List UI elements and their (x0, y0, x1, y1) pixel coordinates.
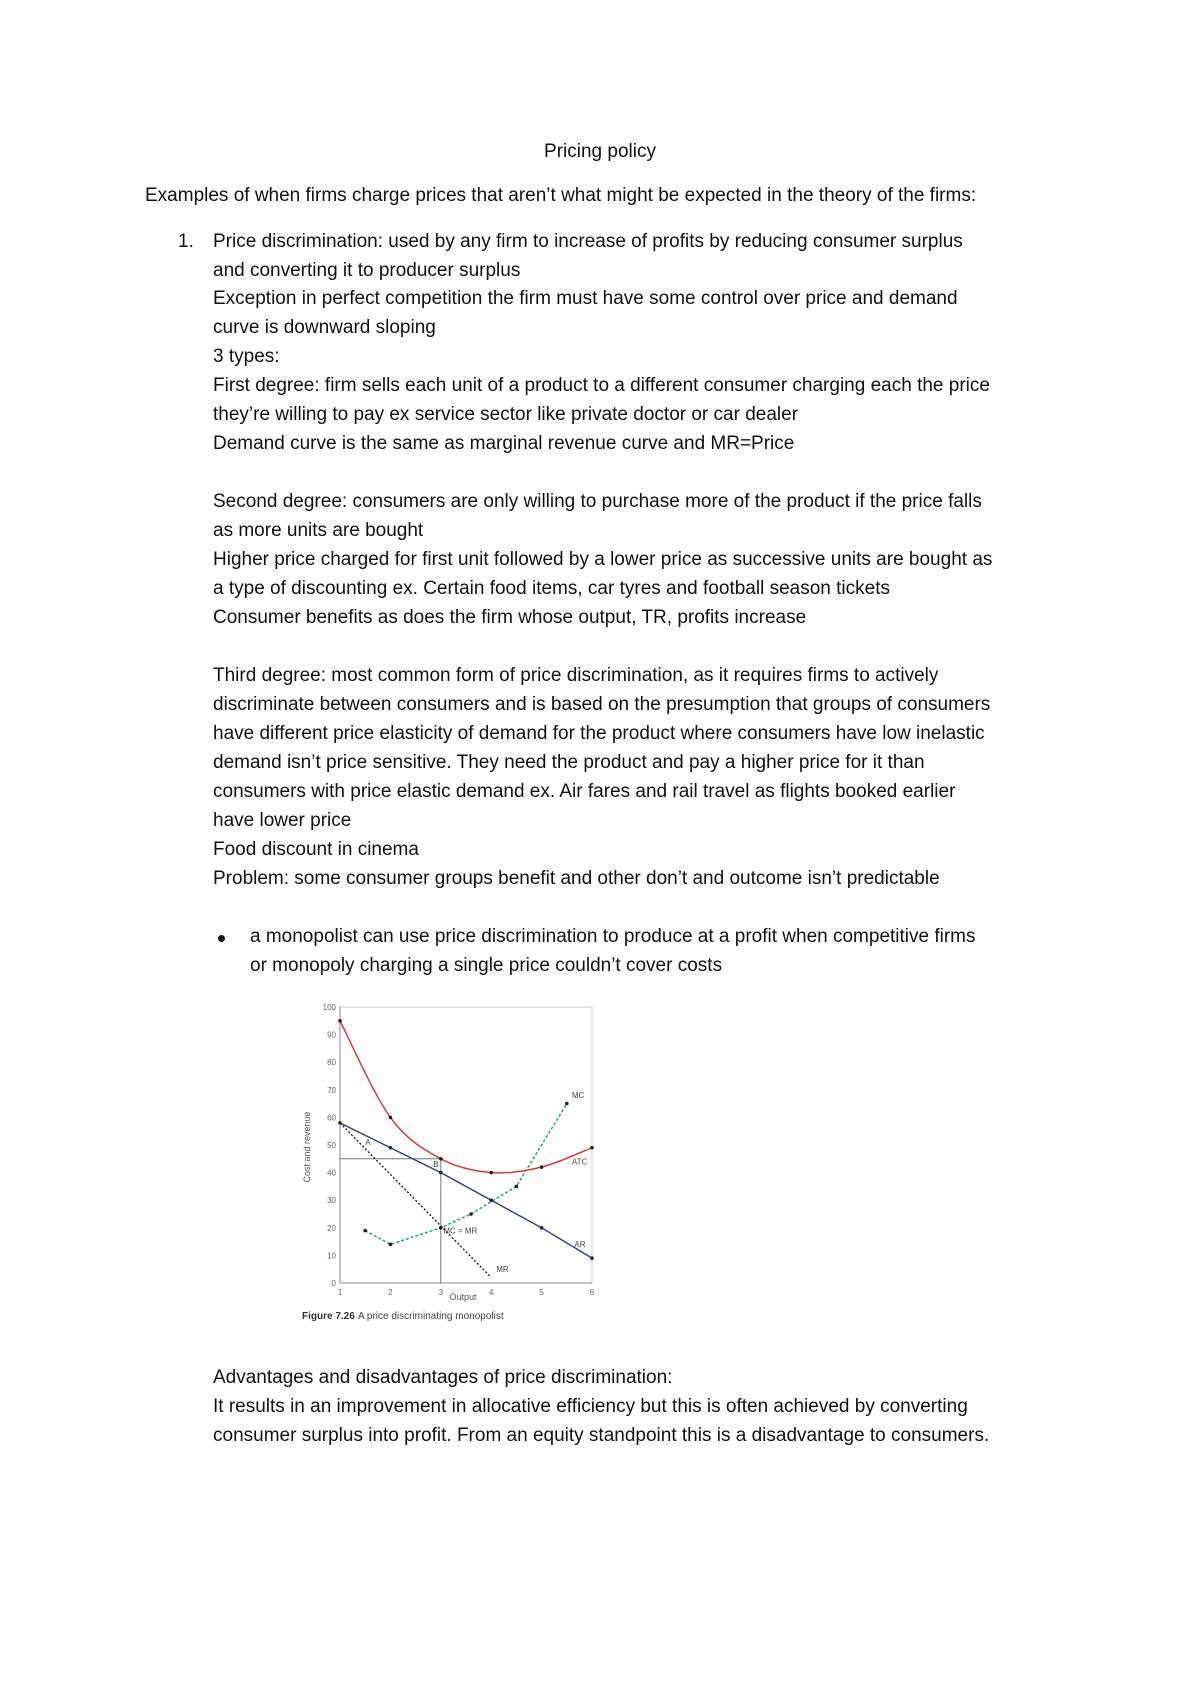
ar-point (540, 1226, 544, 1230)
y-tick-label: 20 (327, 1223, 336, 1233)
body-line: Demand curve is the same as marginal revenue curve and MR=Price (213, 433, 795, 454)
y-tick-label: 50 (327, 1141, 336, 1150)
x-axis-label: Output (449, 1292, 477, 1302)
body-line: a type of discounting ex. Certain food items, car tyres and football season tickets (213, 578, 890, 599)
atc-curve (340, 1021, 592, 1173)
atc-point (489, 1171, 493, 1175)
body-line: demand isn’t price sensitive. They need the product and pay a higher price for it than (213, 752, 925, 773)
mc-label: MC (571, 1091, 585, 1101)
intro-text: Examples of when firms charge prices that aren’t what might be expected in the theory of the firms: (145, 185, 977, 206)
x-tick-label: 5 (539, 1288, 544, 1297)
body-line: they’re willing to pay ex service sector like private doctor or car dealer (213, 404, 799, 425)
y-axis-label: Cost and revenue (302, 1111, 312, 1183)
y-tick-label: 60 (327, 1113, 336, 1123)
atc-point (389, 1116, 393, 1120)
list-number: 1. (178, 231, 194, 252)
body-line: Higher price charged for first unit followed by a lower price as successive units are bought as (213, 549, 993, 570)
bullet-line: a monopolist can use price discrimination to produce at a profit when competitive firms (250, 926, 976, 947)
point-b-label: B (433, 1160, 439, 1170)
body-line: First degree: firm sells each unit of a product to a different consumer charging each the price (213, 375, 990, 396)
mc-point (469, 1212, 473, 1216)
body-line: have lower price (213, 810, 352, 831)
x-tick-label: 4 (488, 1288, 494, 1297)
body-line: consumers with price elastic demand ex. Air fares and rail travel as flights booked earlier (213, 781, 956, 802)
y-tick-label: 10 (327, 1251, 336, 1261)
body-line: Exception in perfect competition the firm must have some control over price and demand (213, 288, 958, 309)
ar-point (338, 1121, 342, 1125)
body-line: as more units are bought (213, 520, 424, 541)
ar-point (389, 1146, 393, 1150)
page-title: Pricing policy (544, 141, 656, 162)
bullet-line: or monopoly charging a single price couldn’t cover costs (250, 955, 723, 976)
x-tick-label: 1 (337, 1288, 343, 1297)
bullet-dot (218, 935, 225, 942)
y-tick-label: 40 (327, 1168, 336, 1178)
y-tick-labels (323, 1003, 337, 1288)
price-discrimination-figure (296, 1001, 606, 1327)
atc-point (338, 1019, 342, 1023)
body-line: Food discount in cinema (213, 839, 419, 860)
guide-lines (340, 1159, 441, 1283)
mc-point (389, 1243, 393, 1247)
mc-point (363, 1229, 367, 1233)
figure-caption-label: Figure 7.26 (302, 1311, 355, 1322)
mc-mr-label: MC = MR (443, 1226, 478, 1236)
figure-caption-text: A price discriminating monopolist (358, 1311, 504, 1322)
x-tick-label: 2 (388, 1288, 393, 1297)
body-line: have different price elasticity of demand for the product where consumers have low inelastic (213, 723, 985, 744)
mc-point (439, 1226, 443, 1230)
body-line: 3 types: (213, 346, 280, 367)
ar-label: AR (574, 1240, 586, 1250)
x-tick-label: 3 (438, 1288, 444, 1297)
plot-frame (340, 1007, 592, 1283)
mc-point (565, 1102, 569, 1106)
body-line: Price discrimination: used by any firm to increase of profits by reducing consumer surplus (213, 231, 963, 252)
body-line: discriminate between consumers and is based on the presumption that groups of consumers (213, 694, 991, 715)
atc-point (439, 1157, 443, 1161)
ar-curve (340, 1123, 592, 1258)
monopolist-chart (296, 1001, 606, 1327)
curve-labels (365, 1091, 587, 1274)
after-line: Advantages and disadvantages of price discrimination: (213, 1367, 673, 1388)
y-tick-label: 100 (322, 1003, 336, 1012)
body-line: Second degree: consumers are only willing to purchase more of the product if the price falls (213, 491, 982, 512)
after-line: consumer surplus into profit. From an equity standpoint this is a disadvantage to consumers. (213, 1425, 990, 1446)
body-line: Third degree: most common form of price discrimination, as it requires firms to actively (213, 665, 939, 686)
body-line: Consumer benefits as does the firm whose output, TR, profits increase (213, 607, 807, 628)
y-tick-label: 30 (327, 1196, 336, 1206)
atc-point (590, 1146, 594, 1150)
mc-point (515, 1185, 519, 1189)
y-tick-label: 0 (331, 1279, 336, 1288)
mr-curve (340, 1123, 491, 1278)
after-line: It results in an improvement in allocative efficiency but this is often achieved by converting (213, 1396, 968, 1417)
atc-label: ATC (571, 1157, 588, 1167)
atc-point (540, 1165, 544, 1169)
ar-point (489, 1198, 493, 1202)
y-tick-label: 90 (327, 1030, 336, 1040)
body-line: curve is downward sloping (213, 317, 436, 338)
ar-point (439, 1171, 443, 1175)
body-line: and converting it to producer surplus (213, 260, 521, 281)
data-points (338, 1019, 594, 1260)
y-tick-label: 80 (327, 1058, 336, 1068)
ar-point (590, 1256, 594, 1260)
y-tick-label: 70 (327, 1085, 336, 1095)
x-tick-label: 6 (589, 1288, 595, 1297)
body-line: Problem: some consumer groups benefit and other don’t and outcome isn’t predictable (213, 868, 940, 889)
point-a-label: A (365, 1138, 371, 1147)
curves (340, 1021, 592, 1278)
mr-label: MR (496, 1264, 509, 1274)
